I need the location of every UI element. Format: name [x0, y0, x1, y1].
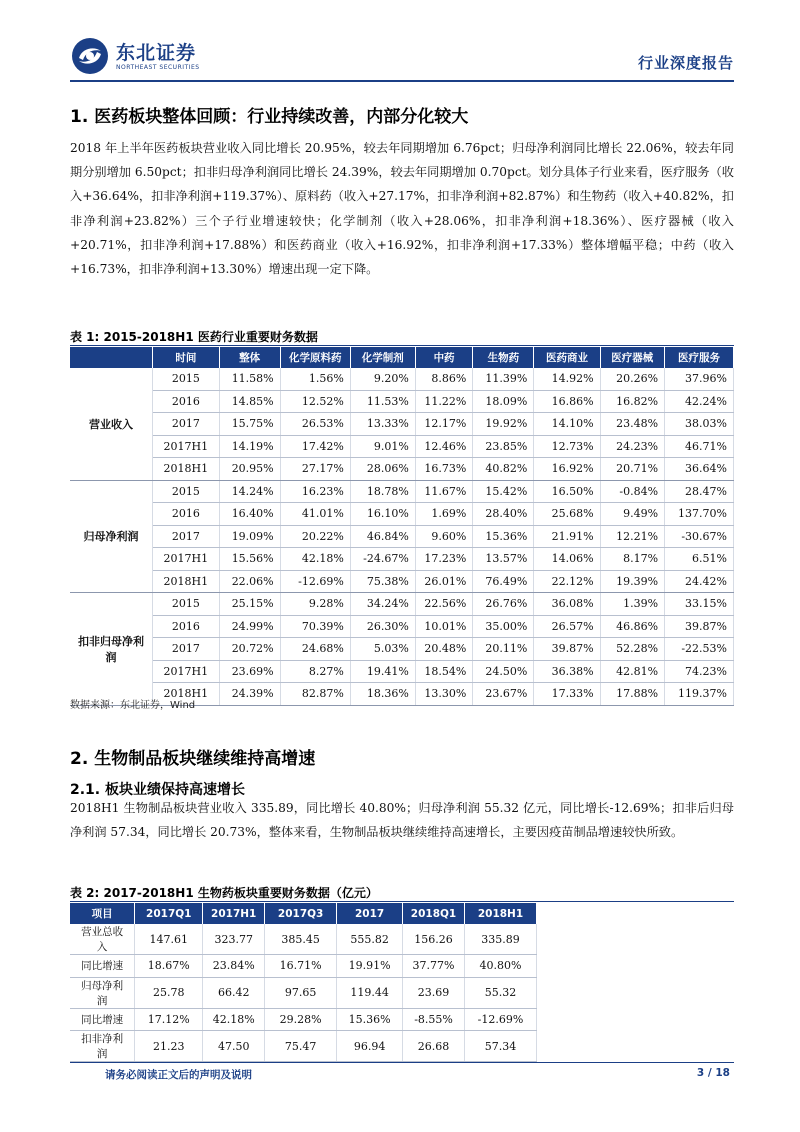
table-2-header-cell: 2018H1: [465, 903, 537, 924]
table-2-header-cell: 2017Q1: [135, 903, 203, 924]
table-1-value-cell: 11.22%: [415, 390, 473, 413]
table-1-header-cell: 整体: [219, 347, 280, 368]
table-1-value-cell: 16.73%: [415, 458, 473, 481]
table-1-value-cell: 8.17%: [600, 548, 664, 571]
table-1-value-cell: 52.28%: [600, 638, 664, 661]
table-1-value-cell: 23.48%: [600, 413, 664, 436]
table-row: [70, 548, 734, 571]
table-1-value-cell: 37.96%: [665, 368, 734, 390]
table-1-value-cell: 25.68%: [534, 503, 600, 526]
table-row: [70, 503, 734, 526]
table-row: [70, 638, 734, 661]
table-2-value-cell: 42.18%: [203, 1008, 265, 1031]
table-1-period-cell: 2017H1: [153, 660, 220, 683]
table-1-value-cell: 15.75%: [219, 413, 280, 436]
table-1-value-cell: 12.17%: [415, 413, 473, 436]
table-1-value-cell: 23.67%: [473, 683, 534, 706]
table-1-value-cell: 20.48%: [415, 638, 473, 661]
table-1-period-cell: 2016: [153, 615, 220, 638]
table-2-value-cell: 156.26: [403, 924, 465, 955]
table-1-value-cell: 40.82%: [473, 458, 534, 481]
table-2-value-cell: 18.67%: [135, 955, 203, 978]
section-2-title: 2. 生物制品板块继续维持高增速: [70, 749, 316, 769]
table-1-value-cell: 38.03%: [665, 413, 734, 436]
logo-icon: [70, 36, 110, 76]
table-1-value-cell: 22.12%: [534, 570, 600, 593]
table-1-value-cell: 46.84%: [350, 525, 415, 548]
table-1-group-label: 归母净利润: [70, 480, 153, 593]
table-1-value-cell: 16.40%: [219, 503, 280, 526]
table-1-value-cell: 119.37%: [665, 683, 734, 706]
table-1-value-cell: 12.21%: [600, 525, 664, 548]
table-row: [70, 924, 537, 955]
table-1-value-cell: -24.67%: [350, 548, 415, 571]
table-1-group-label: 营业收入: [70, 368, 153, 480]
table-2-value-cell: 17.12%: [135, 1008, 203, 1031]
table-1-header-cell: 中药: [415, 347, 473, 368]
table-1-header-cell: 生物药: [473, 347, 534, 368]
report-type: 行业深度报告: [637, 54, 734, 72]
table-row: [70, 570, 734, 593]
table-1-group-label: 扣非归母净利润: [70, 593, 153, 706]
table-2-value-cell: 119.44: [337, 977, 403, 1008]
table-row: [70, 525, 734, 548]
table-2-value-cell: 323.77: [203, 924, 265, 955]
table-2-value-cell: 335.89: [465, 924, 537, 955]
table-1-value-cell: 76.49%: [473, 570, 534, 593]
table-row: [70, 1031, 537, 1062]
table-2-value-cell: 23.84%: [203, 955, 265, 978]
table-1-value-cell: 28.40%: [473, 503, 534, 526]
table-1-value-cell: 17.33%: [534, 683, 600, 706]
table-row: [70, 435, 734, 458]
table-1-period-cell: 2016: [153, 390, 220, 413]
table-1-value-cell: 137.70%: [665, 503, 734, 526]
table-2-value-cell: 21.23: [135, 1031, 203, 1062]
table-1-value-cell: 12.73%: [534, 435, 600, 458]
table-1-value-cell: 35.00%: [473, 615, 534, 638]
table-1-value-cell: -30.67%: [665, 525, 734, 548]
table-1-value-cell: 46.71%: [665, 435, 734, 458]
table-2-value-cell: 29.28%: [265, 1008, 337, 1031]
table-1-value-cell: 9.49%: [600, 503, 664, 526]
table-1-value-cell: 20.95%: [219, 458, 280, 481]
table-row: [70, 368, 734, 390]
table-1-value-cell: 36.64%: [665, 458, 734, 481]
table-1-header-cell: 医疗服务: [665, 347, 734, 368]
table-1-value-cell: 75.38%: [350, 570, 415, 593]
table-1-value-cell: 33.15%: [665, 593, 734, 616]
table-2-item-cell: 同比增速: [70, 955, 135, 978]
table-2-value-cell: 385.45: [265, 924, 337, 955]
table-1-value-cell: 5.03%: [350, 638, 415, 661]
table-2-item-cell: 归母净利润: [70, 977, 135, 1008]
table-1-value-cell: 13.30%: [415, 683, 473, 706]
table-1-value-cell: 17.23%: [415, 548, 473, 571]
table-2-header-cell: 项目: [70, 903, 135, 924]
table-1-value-cell: 18.54%: [415, 660, 473, 683]
table-1-value-cell: 39.87%: [534, 638, 600, 661]
table-1-value-cell: 19.41%: [350, 660, 415, 683]
table-2-caption: 表 2: 2017-2018H1 生物药板块重要财务数据（亿元）: [70, 886, 378, 900]
page-number: 3 / 18: [696, 1067, 730, 1079]
section-1-title: 1. 医药板块整体回顾：行业持续改善，内部分化较大: [70, 107, 469, 127]
section-2-paragraph: 2018H1 生物制品板块营业收入 335.89，同比增长 40.80%；归母净利润 55.32 亿元，同比增长-12.69%；扣非后归母净利润 57.34，同比增长 20.73%，整体来看，生物制品板块继续维持高速增长，主要因疫苗制品增速较快所致。: [70, 801, 734, 840]
table-1-period-cell: 2017: [153, 525, 220, 548]
table-1-value-cell: 14.19%: [219, 435, 280, 458]
table-1-value-cell: 15.56%: [219, 548, 280, 571]
table-1-value-cell: 11.53%: [350, 390, 415, 413]
table-2-caption-rule: [70, 901, 734, 902]
table-1-value-cell: 17.88%: [600, 683, 664, 706]
table-2-value-cell: 37.77%: [403, 955, 465, 978]
table-2-value-cell: 23.69: [403, 977, 465, 1008]
table-2-value-cell: 96.94: [337, 1031, 403, 1062]
table-1-value-cell: 15.42%: [473, 480, 534, 503]
table-1-value-cell: 18.09%: [473, 390, 534, 413]
table-1-value-cell: -22.53%: [665, 638, 734, 661]
table-2-value-cell: 19.91%: [337, 955, 403, 978]
table-2-value-cell: 147.61: [135, 924, 203, 955]
table-1-value-cell: 26.01%: [415, 570, 473, 593]
header-divider: [70, 80, 734, 82]
table-1-value-cell: 14.24%: [219, 480, 280, 503]
table-2-value-cell: 66.42: [203, 977, 265, 1008]
table-row: [70, 390, 734, 413]
table-2-item-cell: 营业总收入: [70, 924, 135, 955]
table-1-value-cell: 9.60%: [415, 525, 473, 548]
table-1-value-cell: 19.92%: [473, 413, 534, 436]
table-1-period-cell: 2016: [153, 503, 220, 526]
page-header: [70, 34, 734, 78]
table-1-value-cell: 16.23%: [280, 480, 350, 503]
table-1-header-cell: 医疗器械: [600, 347, 664, 368]
table-1-value-cell: 9.20%: [350, 368, 415, 390]
table-1-value-cell: 26.76%: [473, 593, 534, 616]
table-1-header-cell: 医药商业: [534, 347, 600, 368]
table-1-value-cell: 23.85%: [473, 435, 534, 458]
table-1: [70, 347, 734, 706]
table-row: [70, 593, 734, 616]
table-1-value-cell: 16.82%: [600, 390, 664, 413]
table-1-value-cell: 26.30%: [350, 615, 415, 638]
table-1-value-cell: 24.39%: [219, 683, 280, 706]
table-2-value-cell: 555.82: [337, 924, 403, 955]
table-1-value-cell: 18.36%: [350, 683, 415, 706]
table-1-value-cell: 16.92%: [534, 458, 600, 481]
table-row: [70, 615, 734, 638]
table-1-value-cell: 22.56%: [415, 593, 473, 616]
table-1-value-cell: 25.15%: [219, 593, 280, 616]
table-2-value-cell: 97.65: [265, 977, 337, 1008]
table-1-value-cell: 24.99%: [219, 615, 280, 638]
table-1-header-cell: [70, 347, 153, 368]
table-1-value-cell: 39.87%: [665, 615, 734, 638]
table-1-value-cell: 20.22%: [280, 525, 350, 548]
table-1-value-cell: 27.17%: [280, 458, 350, 481]
table-1-value-cell: 14.10%: [534, 413, 600, 436]
table-1-value-cell: 9.01%: [350, 435, 415, 458]
table-1-value-cell: 70.39%: [280, 615, 350, 638]
table-1-period-cell: 2015: [153, 368, 220, 390]
footer-divider: [70, 1062, 734, 1063]
table-1-value-cell: 24.42%: [665, 570, 734, 593]
table-1-value-cell: -0.84%: [600, 480, 664, 503]
table-1-caption: 表 1: 2015-2018H1 医药行业重要财务数据: [70, 330, 318, 344]
table-2: [70, 903, 537, 1062]
table-row: [70, 413, 734, 436]
logo-name-en: NORTHEAST SECURITIES: [116, 63, 200, 71]
table-1-value-cell: 19.39%: [600, 570, 664, 593]
table-1-value-cell: 74.23%: [665, 660, 734, 683]
table-row: [70, 1008, 537, 1031]
table-row: [70, 458, 734, 481]
table-row: [70, 955, 537, 978]
table-1-value-cell: 20.11%: [473, 638, 534, 661]
table-2-header-cell: 2017Q3: [265, 903, 337, 924]
table-1-value-cell: 16.86%: [534, 390, 600, 413]
table-1-period-cell: 2018H1: [153, 683, 220, 706]
table-1-value-cell: 9.28%: [280, 593, 350, 616]
table-1-value-cell: 14.92%: [534, 368, 600, 390]
table-1-value-cell: 1.39%: [600, 593, 664, 616]
table-2-item-cell: 扣非净利润: [70, 1031, 135, 1062]
table-1-period-cell: 2017H1: [153, 548, 220, 571]
section-1-paragraph: 2018 年上半年医药板块营业收入同比增长 20.95%，较去年同期增加 6.76pct；归母净利润同比增长 22.06%，较去年同期分别增加 6.50pct；扣非归母净利润同比增长 24.39%，较去年同期增加 0.70pct。划分具体子行业来看，医疗服务（收入+36.64%，扣非净利润+119.37%）、原料药（收入+27.17%，扣非净利润+82.87%）和生物药（收入+40.82%，扣非净利润+23.82%）三个子行业增速较快；化学制剂（收入+28.06%，扣非净利润+18.36%）、医疗器械（收入+20.71%，扣非净利润+17.88%）和医药商业（收入+16.92%，扣非净利润+17.33%）整体增幅平稳；中药（收入+16.73%，扣非净利润+13.30%）增速出现一定下降。: [70, 141, 734, 277]
table-1-value-cell: 22.06%: [219, 570, 280, 593]
table-1-period-cell: 2017: [153, 638, 220, 661]
table-row: [70, 977, 537, 1008]
table-1-value-cell: 17.42%: [280, 435, 350, 458]
table-1-value-cell: 10.01%: [415, 615, 473, 638]
table-1-value-cell: 1.69%: [415, 503, 473, 526]
logo-name-cn: 东北证券: [116, 41, 197, 64]
table-1-value-cell: 11.39%: [473, 368, 534, 390]
company-logo: [70, 34, 200, 78]
table-1-value-cell: 42.81%: [600, 660, 664, 683]
table-row: [70, 660, 734, 683]
table-2-value-cell: 40.80%: [465, 955, 537, 978]
table-2-value-cell: 47.50: [203, 1031, 265, 1062]
table-1-value-cell: 15.36%: [473, 525, 534, 548]
table-1-value-cell: 14.06%: [534, 548, 600, 571]
table-1-value-cell: 36.08%: [534, 593, 600, 616]
table-1-header-cell: 时间: [153, 347, 220, 368]
table-1-value-cell: 6.51%: [665, 548, 734, 571]
table-1-period-cell: 2015: [153, 480, 220, 503]
table-1-value-cell: 20.71%: [600, 458, 664, 481]
table-2-item-cell: 同比增速: [70, 1008, 135, 1031]
table-2-value-cell: 57.34: [465, 1031, 537, 1062]
table-1-source: 数据来源：东北证券，Wind: [70, 700, 196, 711]
table-row: [70, 480, 734, 503]
table-1-value-cell: 1.56%: [280, 368, 350, 390]
table-2-header-cell: 2017: [337, 903, 403, 924]
table-1-value-cell: 14.85%: [219, 390, 280, 413]
table-1-value-cell: 34.24%: [350, 593, 415, 616]
table-1-value-cell: 24.68%: [280, 638, 350, 661]
table-1-value-cell: 11.67%: [415, 480, 473, 503]
table-1-value-cell: 82.87%: [280, 683, 350, 706]
table-1-value-cell: -12.69%: [280, 570, 350, 593]
table-1-value-cell: 42.24%: [665, 390, 734, 413]
table-1-value-cell: 21.91%: [534, 525, 600, 548]
table-2-value-cell: 16.71%: [265, 955, 337, 978]
table-1-value-cell: 24.50%: [473, 660, 534, 683]
table-1-value-cell: 18.78%: [350, 480, 415, 503]
table-1-period-cell: 2017: [153, 413, 220, 436]
table-1-header-cell: 化学制剂: [350, 347, 415, 368]
table-1-value-cell: 24.23%: [600, 435, 664, 458]
table-2-value-cell: 15.36%: [337, 1008, 403, 1031]
table-1-value-cell: 36.38%: [534, 660, 600, 683]
table-1-period-cell: 2015: [153, 593, 220, 616]
table-1-value-cell: 13.33%: [350, 413, 415, 436]
table-1-value-cell: 28.47%: [665, 480, 734, 503]
table-1-value-cell: 16.50%: [534, 480, 600, 503]
table-1-period-cell: 2018H1: [153, 458, 220, 481]
table-2-header-cell: 2018Q1: [403, 903, 465, 924]
table-1-value-cell: 12.46%: [415, 435, 473, 458]
table-2-header-cell: 2017H1: [203, 903, 265, 924]
table-1-value-cell: 12.52%: [280, 390, 350, 413]
table-2-value-cell: 75.47: [265, 1031, 337, 1062]
table-1-caption-rule: [70, 345, 734, 346]
table-1-value-cell: 20.72%: [219, 638, 280, 661]
table-2-value-cell: 25.78: [135, 977, 203, 1008]
table-1-value-cell: 26.57%: [534, 615, 600, 638]
table-1-value-cell: 13.57%: [473, 548, 534, 571]
table-2-value-cell: 55.32: [465, 977, 537, 1008]
table-1-value-cell: 8.86%: [415, 368, 473, 390]
table-1-value-cell: 28.06%: [350, 458, 415, 481]
table-2-value-cell: -8.55%: [403, 1008, 465, 1031]
table-1-period-cell: 2017H1: [153, 435, 220, 458]
table-1-value-cell: 41.01%: [280, 503, 350, 526]
table-1-value-cell: 11.58%: [219, 368, 280, 390]
table-2-value-cell: -12.69%: [465, 1008, 537, 1031]
table-1-value-cell: 20.26%: [600, 368, 664, 390]
table-1-value-cell: 19.09%: [219, 525, 280, 548]
table-1-value-cell: 26.53%: [280, 413, 350, 436]
section-2-1-title: 2.1. 板块业绩保持高速增长: [70, 782, 245, 798]
table-1-value-cell: 16.10%: [350, 503, 415, 526]
table-1-header-cell: 化学原料药: [280, 347, 350, 368]
table-2-value-cell: 26.68: [403, 1031, 465, 1062]
table-1-value-cell: 46.86%: [600, 615, 664, 638]
table-1-value-cell: 23.69%: [219, 660, 280, 683]
table-1-value-cell: 8.27%: [280, 660, 350, 683]
table-1-value-cell: 42.18%: [280, 548, 350, 571]
table-1-period-cell: 2018H1: [153, 570, 220, 593]
disclaimer-note: 请务必阅读正文后的声明及说明: [105, 1069, 252, 1081]
